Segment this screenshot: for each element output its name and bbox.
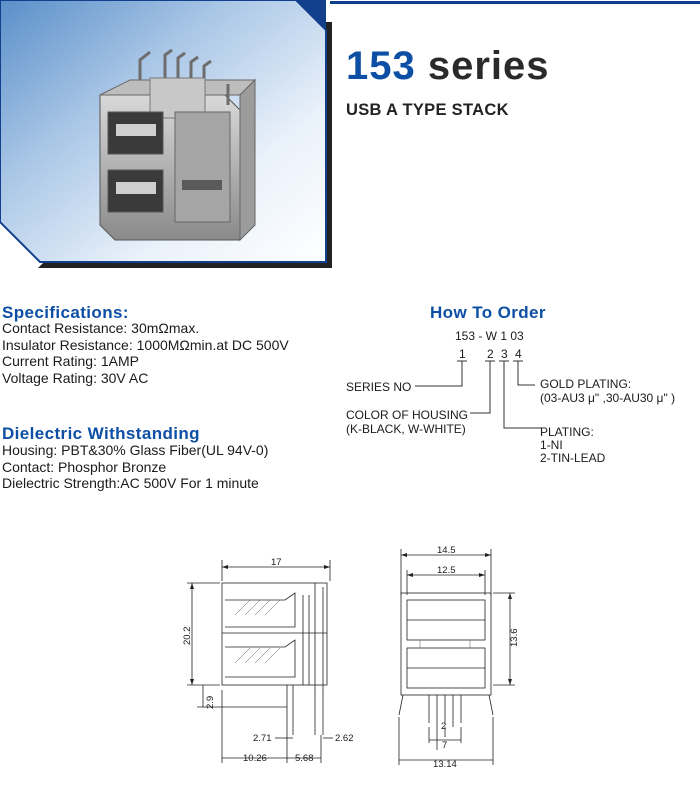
- side-dim-width: 17: [271, 557, 282, 568]
- front-dim-outer-width: 14.5: [437, 545, 456, 556]
- order-index-4: 4: [515, 347, 522, 361]
- dielectric-heading: Dielectric Withstanding: [2, 424, 200, 443]
- front-dim-height: 13.6: [509, 628, 520, 647]
- plating-label: PLATING:: [540, 425, 594, 439]
- side-dim-d: 5.68: [295, 753, 314, 764]
- spec-line: Voltage Rating: 30V AC: [2, 369, 149, 386]
- front-dim-pitch: 2: [441, 721, 447, 732]
- front-dim-bottom-width: 13.14: [433, 759, 457, 770]
- spec-line: Current Rating: 1AMP: [2, 353, 139, 369]
- order-index-1: 1: [459, 347, 466, 361]
- series-word: series: [427, 44, 550, 88]
- side-view-drawing: [175, 555, 365, 775]
- side-dim-b: 2.62: [335, 733, 354, 744]
- top-rule: [330, 1, 700, 4]
- series-title: [346, 44, 550, 89]
- dielectric-line: Housing: PBT&30% Glass Fiber(UL 94V-0): [2, 442, 269, 458]
- plating-option-2: 2-TIN-LEAD: [540, 451, 606, 465]
- how-to-order-heading: How To Order: [430, 303, 546, 322]
- color-options: (K-BLACK, W-WHITE): [346, 422, 466, 436]
- dielectric-line: Contact: Phosphor Bronze: [2, 458, 167, 475]
- series-number: 153: [346, 44, 416, 88]
- order-index-3: 3: [501, 347, 508, 361]
- series-no-label: SERIES NO: [346, 380, 412, 394]
- specifications-list: [2, 320, 289, 386]
- spec-line: Contact Resistance: 30mΩmax.: [2, 320, 200, 336]
- side-dim-a: 2.71: [253, 733, 272, 744]
- specifications-heading: Specifications:: [2, 303, 129, 322]
- gold-plating-options: (03-AU3 μ" ,30-AU30 μ" ): [540, 391, 676, 405]
- product-photo: [0, 0, 332, 270]
- side-dim-height: 20.2: [182, 626, 193, 645]
- color-of-housing-label: COLOR OF HOUSING: [346, 408, 469, 422]
- front-dim-span: 7: [442, 740, 448, 751]
- front-view-drawing: [385, 545, 535, 775]
- part-number: 153 - W 1 03: [455, 329, 524, 343]
- side-dim-c: 10.26: [243, 753, 267, 764]
- spec-line: Insulator Resistance: 1000MΩmin.at DC 500V: [2, 336, 289, 353]
- front-dim-inner-width: 12.5: [437, 565, 456, 576]
- gold-plating-label: GOLD PLATING:: [540, 377, 632, 391]
- dielectric-line: Dielectric Strength:AC 500V For 1 minute: [2, 475, 259, 491]
- dielectric-list: [2, 442, 268, 492]
- series-subtitle: USB A TYPE STACK: [346, 101, 509, 119]
- side-dim-pin-height: 2.9: [205, 695, 216, 709]
- order-index-2: 2: [487, 347, 494, 361]
- plating-option-1: 1-NI: [540, 438, 563, 452]
